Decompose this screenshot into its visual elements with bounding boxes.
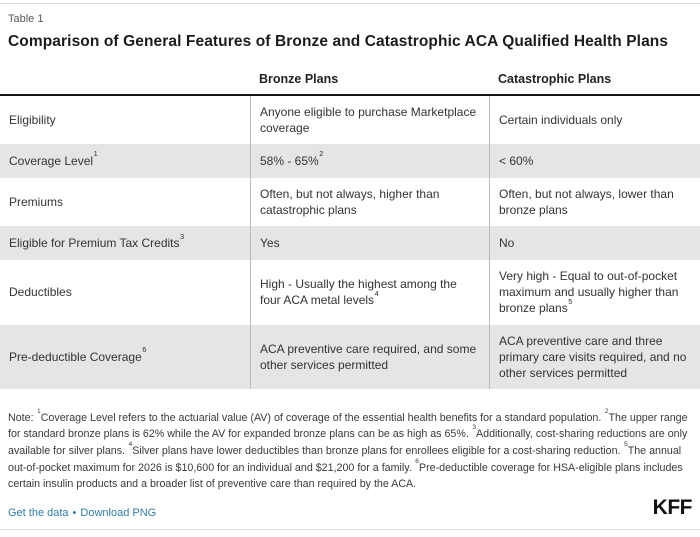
catastrophic-cell: No (489, 226, 700, 260)
catastrophic-cell: Very high - Equal to out-of-pocket maximum and usually higher than bronze plans$^5$ (489, 260, 700, 324)
table-number: Table 1 (8, 13, 44, 25)
bronze-cell: Often, but not always, higher than catastrophic plans (250, 178, 489, 226)
table-row (0, 144, 700, 178)
footnotes: Note: $^1$Coverage Level refers to the actuarial value (AV) of coverage of the essential health benefits for a standard population. $^2$The upper range for standard bronze plans is 62% while the AV for expanded bronze plans can be as high as 65%. $^3$Additionally, cost-sharing reductions are only available for silver plans. $^4$Silver plans have lower deductibles than bronze plans for enrollees eligible for a cost-sharing reduction. $^5$The annual out-of-pocket maximum for 2026 is $10,600 for an individual and $21,200 for a family. $^6$Pre-deductible coverage for HSA-eligible plans includes certain insulin products and a broader list of preventive care than required by the ACA. (8, 407, 688, 491)
footer (8, 497, 692, 519)
table-row (0, 226, 700, 260)
kff-logo: KFF (652, 495, 692, 519)
bottom-divider (0, 529, 700, 530)
feature-label: Premiums (9, 195, 64, 210)
feature-label: Eligible for Premium Tax Credits$^3$ (9, 231, 185, 251)
table-row (0, 178, 700, 226)
table-header-row (0, 68, 700, 96)
get-the-data-link[interactable]: Get the data (8, 506, 69, 519)
bronze-cell: Yes (250, 226, 489, 260)
feature-label: Deductibles (9, 285, 72, 300)
table-row (0, 260, 700, 324)
feature-label: Coverage Level$^1$ (9, 149, 98, 169)
kff-chart-card (0, 3, 700, 537)
bronze-cell: Anyone eligible to purchase Marketplace coverage (250, 96, 489, 144)
catastrophic-cell: Certain individuals only (489, 96, 700, 144)
table-row (0, 96, 700, 144)
feature-label: Pre-deductible Coverage$^6$ (9, 344, 147, 364)
link-separator: • (72, 506, 77, 519)
top-divider (0, 3, 700, 4)
feature-label: Eligibility (9, 113, 56, 128)
feature-column-header (0, 68, 250, 94)
bronze-column-header: Bronze Plans (259, 72, 339, 86)
catastrophic-cell: < 60% (489, 144, 700, 178)
bronze-cell: High - Usually the highest among the four ACA metal levels$^4$ (250, 260, 489, 324)
table-row (0, 325, 700, 389)
chart-title: Comparison of General Features of Bronze and Catastrophic ACA Qualified Health Plans (8, 33, 669, 50)
download-png-link[interactable]: Download PNG (80, 506, 157, 519)
catastrophic-cell: ACA preventive care and three primary care visits required, and no other services permitted (489, 325, 700, 389)
table-body (0, 96, 700, 389)
catastrophic-column-header: Catastrophic Plans (498, 72, 612, 86)
footer-links (8, 507, 156, 519)
bronze-cell: 58% - 65%$^2$ (250, 144, 489, 178)
catastrophic-cell: Often, but not always, lower than bronze plans (489, 178, 700, 226)
bronze-cell: ACA preventive care required, and some other services permitted (250, 325, 489, 389)
